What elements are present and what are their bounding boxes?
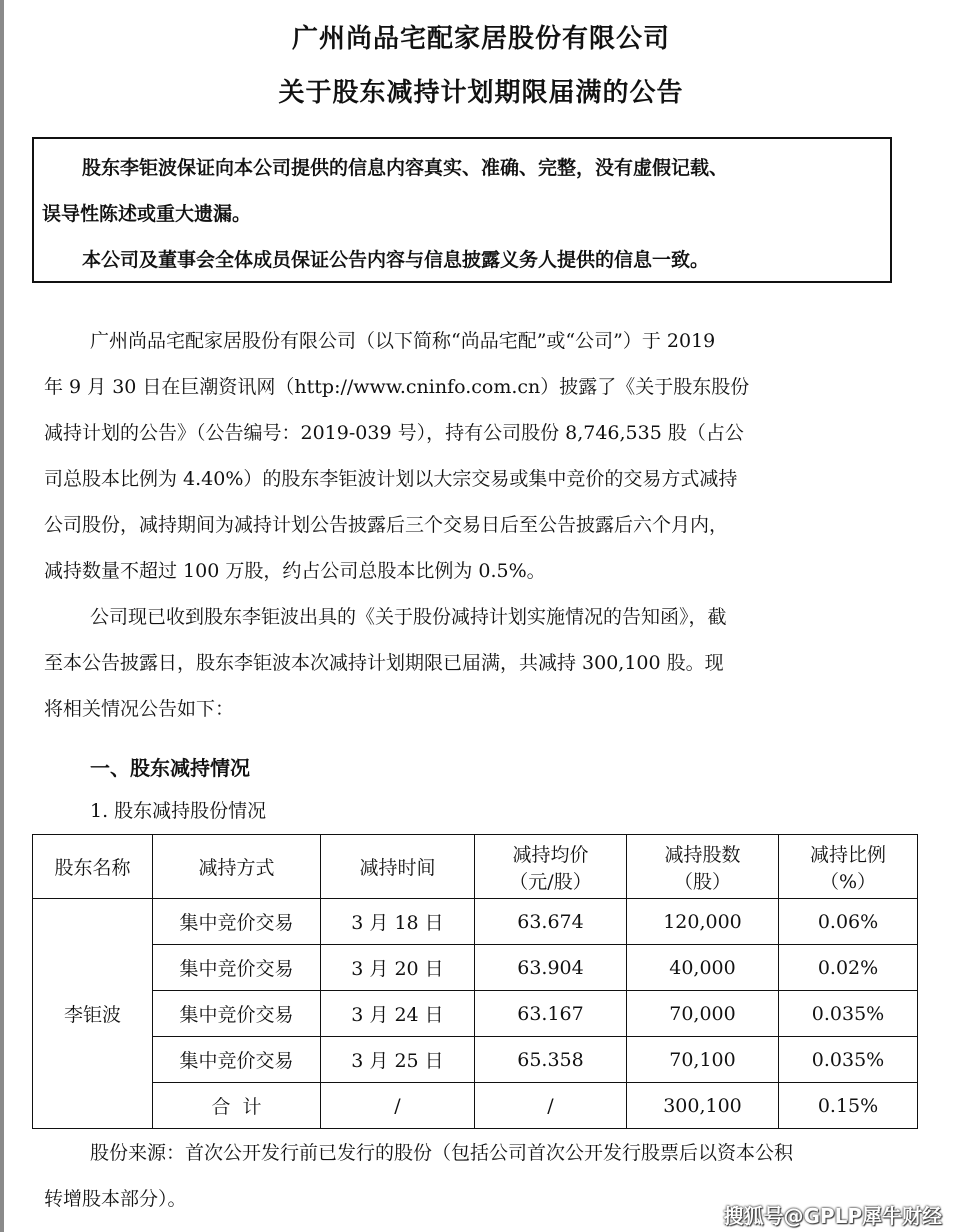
- method-cell: 集中竞价交易: [153, 991, 321, 1037]
- section-heading: 一、股东减持情况: [90, 756, 250, 780]
- disclaimer-box: [32, 137, 892, 283]
- disclaimer-line: 本公司及董事会全体成员保证公告内容与信息披露义务人提供的信息一致。: [82, 249, 710, 271]
- table-row: [33, 1037, 918, 1083]
- total-label-cell: 合 计: [153, 1083, 321, 1129]
- table-row: [33, 991, 918, 1037]
- header-ratio-unit: （%）: [819, 870, 877, 893]
- header-shares-unit: （股）: [673, 870, 731, 893]
- paragraph-line: 年 9 月 30 日在巨潮资讯网（http://www.cninfo.com.cn）披露了《关于股东股份: [44, 376, 750, 398]
- share-source-note: 股份来源：首次公开发行前已发行的股份（包括公司首次公开发行股票后以资本公积: [90, 1142, 794, 1164]
- ratio-cell: 0.06%: [779, 899, 918, 945]
- watermark-text: 搜狐号@GPLP犀牛财经: [723, 1204, 942, 1228]
- header-ratio: [779, 835, 918, 899]
- share-source-note-cont: 转增股本部分）。: [44, 1188, 187, 1210]
- total-ratio-cell: 0.15%: [779, 1083, 918, 1129]
- page-left-edge: [0, 0, 4, 1232]
- paragraph-line: 至本公告披露日，股东李钜波本次减持计划期限已届满，共减持 300,100 股。现: [44, 652, 724, 674]
- header-date: 减持时间: [321, 835, 475, 899]
- disclaimer-line: 股东李钜波保证向本公司提供的信息内容真实、准确、完整，没有虚假记载、: [82, 157, 729, 179]
- total-shares-cell: 300,100: [627, 1083, 779, 1129]
- table-header-row: [33, 835, 918, 899]
- method-cell: 集中竞价交易: [153, 1037, 321, 1083]
- header-shareholder: 股东名称: [33, 835, 153, 899]
- header-shares-label: 减持股数: [664, 843, 741, 866]
- shares-cell: 40,000: [627, 945, 779, 991]
- price-cell: 63.674: [475, 899, 627, 945]
- paragraph-line: 减持计划的公告》（公告编号：2019-039 号），持有公司股份 8,746,535 股（占公: [44, 422, 744, 444]
- header-price-label: 减持均价: [512, 843, 589, 866]
- total-price-cell: /: [475, 1083, 627, 1129]
- paragraph-line: 公司现已收到股东李钜波出具的《关于股份减持计划实施情况的告知函》，截: [90, 606, 727, 628]
- table-row: [33, 899, 918, 945]
- subsection-heading: 1. 股东减持股份情况: [90, 800, 267, 822]
- method-cell: 集中竞价交易: [153, 899, 321, 945]
- table-total-row: [33, 1083, 918, 1129]
- price-cell: 65.358: [475, 1037, 627, 1083]
- company-title: 广州尚品宅配家居股份有限公司: [291, 24, 670, 54]
- table-row: [33, 945, 918, 991]
- announcement-title: 关于股东减持计划期限届满的公告: [278, 78, 684, 108]
- disclaimer-line: 误导性陈述或重大遗漏。: [42, 203, 252, 225]
- total-date-cell: /: [321, 1083, 475, 1129]
- paragraph-line: 公司股份，减持期间为减持计划公告披露后三个交易日后至公告披露后六个月内，: [44, 514, 729, 536]
- price-cell: 63.167: [475, 991, 627, 1037]
- paragraph-line: 司总股本比例为 4.40%）的股东李钜波计划以大宗交易或集中竞价的交易方式减持: [44, 468, 738, 490]
- date-cell: 3 月 24 日: [321, 991, 475, 1037]
- ratio-cell: 0.02%: [779, 945, 918, 991]
- header-price: [475, 835, 627, 899]
- paragraph-line: 将相关情况公告如下：: [44, 698, 235, 720]
- paragraph-line: 广州尚品宅配家居股份有限公司（以下简称“尚品宅配”或“公司”）于 2019: [90, 330, 716, 352]
- header-ratio-label: 减持比例: [809, 843, 886, 866]
- price-cell: 63.904: [475, 945, 627, 991]
- shares-cell: 120,000: [627, 899, 779, 945]
- date-cell: 3 月 20 日: [321, 945, 475, 991]
- shareholder-name-cell: 李钜波: [33, 899, 153, 1129]
- header-method: 减持方式: [153, 835, 321, 899]
- shares-cell: 70,000: [627, 991, 779, 1037]
- date-cell: 3 月 25 日: [321, 1037, 475, 1083]
- ratio-cell: 0.035%: [779, 1037, 918, 1083]
- date-cell: 3 月 18 日: [321, 899, 475, 945]
- header-shares: [627, 835, 779, 899]
- method-cell: 集中竞价交易: [153, 945, 321, 991]
- paragraph-line: 减持数量不超过 100 万股，约占公司总股本比例为 0.5%。: [44, 560, 546, 582]
- share-reduction-table: [32, 834, 918, 1129]
- header-price-unit: （元/股）: [509, 870, 592, 893]
- shares-cell: 70,100: [627, 1037, 779, 1083]
- ratio-cell: 0.035%: [779, 991, 918, 1037]
